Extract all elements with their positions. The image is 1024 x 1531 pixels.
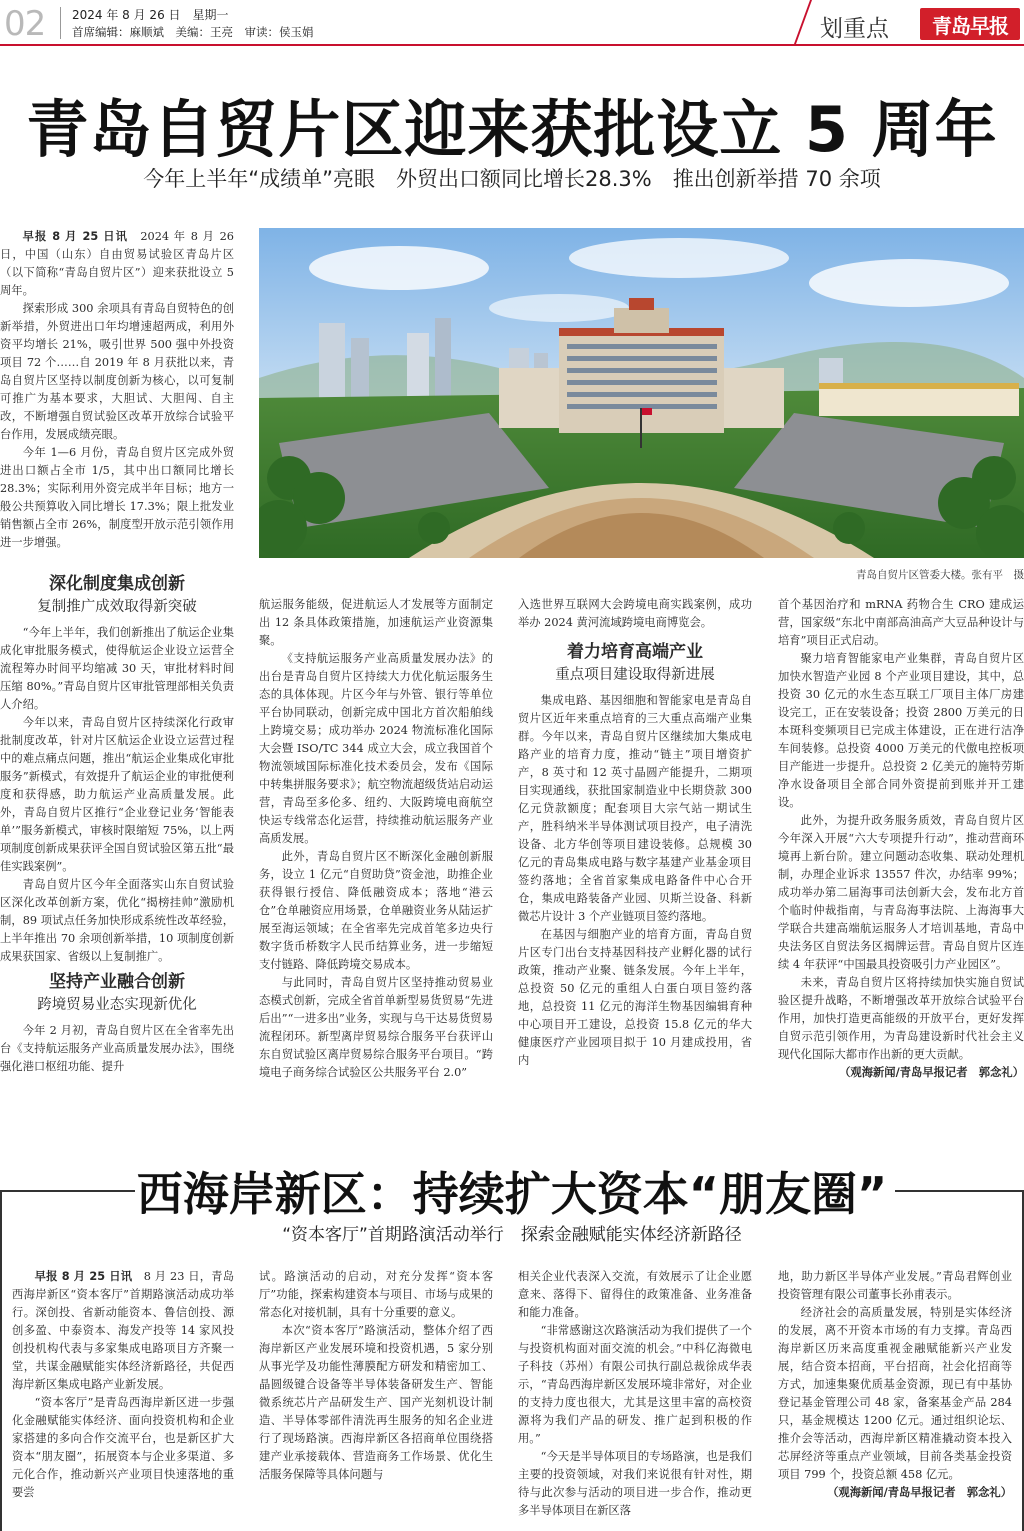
paragraph: 在基因与细胞产业的培育方面，青岛自贸片区专门出台支持基因科技产业孵化器的试行政策，推动产业聚、链条发展。今年上半年，总投资 50 亿元的重组人白蛋白项目签约落地，总投资 11 亿元的海洋生物基因编辑育种中心项目开工建设，总投资 15.8 亿元的华大健康医疗产业园项目拟于 10 月建成投用，省内 [518, 928, 752, 1067]
article1-col1: 早报 8 月 25 日讯 2024 年 8 月 26 日，中国（山东）自由贸易试验区青岛片区（以下简称“青岛自贸片区”）迎来获批设立 5 周年。 探索形成 300 余项具有青岛自贸特色的创新举措，外贸进出口年均增速超两成，利用外资平均增长 21%，吸引世界 500 强中外投资项目 72 个……自 2019 年 8 月获批以来，青岛自贸片区坚持以制度创新为核心，以可复制可推广为基本要求，大胆试、大胆闯、自主改，不断增强自贸试验区改革开放综合试验平台作用，发展成绩亮眼。 今年 1—6 月份，青岛自贸片区完成外贸进出口额占全市 1/5，其中出口额同比增长 28.3%；实际利用外资完成半年目标；地方一般公共预算收入同比增长 17.3%；限上批发业销售额占全市 26%，制度型开放示范引领作用进一步增强。 [0, 228, 234, 552]
paragraph: 航运服务能级，促进航运人才发展等方面制定出 12 条具体政策措施，加速航运产业资源集聚。 [259, 598, 493, 647]
header-divider [60, 7, 61, 39]
main-subheadline: 今年上半年“成绩单”亮眼 外贸出口额同比增长28.3% 推出创新举措 70 余项 [143, 167, 881, 191]
article2-col3 [518, 1268, 752, 1520]
paragraph: 地，助力新区半导体产业发展。”青岛君辉创业投资管理有限公司董事长孙甫表示。 [778, 1270, 1012, 1301]
article1-col1-lower [0, 572, 234, 1076]
paragraph: 《支持航运服务产业高质量发展办法》的出台是青岛自贸片区持续大力优化航运服务生态的具体体现。片区今年与外管、银行等单位平台协同联动，创新完成中国北方首次船舶线上跨境交易；成功举办 2024 物流标准化国际大会暨 ISO/TC 344 成立大会，成立我国首个物流领域国际标准化技术委员会，发布《国际中转集拼服务要求》；航空物流超级货站启动运营，青岛至多伦多、纽约、大阪跨境电商航空快运专线常态化运营，持续推动航运服务产业高质发展。 [259, 652, 493, 845]
paragraph: 此外，为提升政务服务质效，青岛自贸片区今年深入开展“六大专项提升行动”，推动营商环境再上新台阶。建立问题动态收集、联动处理机制，办理企业诉求 13557 件次，办结率 99%；成功举办第二届海事司法创新大会，发布北方首个临时仲裁指南，与青岛海事法院、上海海事大学联合共建高端航运服务人才培训基地，青岛中央法务区自贸法务区揭牌运营。青岛自贸片区连续 4 年获评“中国最具投资吸引力产业园区”。 [778, 814, 1024, 971]
article2-col4 [778, 1268, 1012, 1502]
article2-col2 [259, 1268, 493, 1484]
section-name: 划重点 [820, 16, 889, 42]
paragraph: 与此同时，青岛自贸片区坚持推动贸易业态模式创新，完成全省首单新型易货贸易“先进后出”“一进多出”业务，实现与乌干达易货贸易流程闭环。新型离岸贸易综合服务平台获评山东自贸试验区离岸贸易综合服务平台项目。“跨境电子商务综合试验区公共服务平台 2.0” [259, 976, 493, 1079]
hq-building-photo [259, 228, 1024, 558]
paragraph: 探索形成 300 余项具有青岛自贸特色的创新举措，外贸进出口年均增速超两成，利用外资平均增长 21%，吸引世界 500 强中外投资项目 72 个……自 2019 年 8 月获批以来，青岛自贸片区坚持以制度创新为核心，以可复制可推广为基本要求，大胆试、大胆闯、自主改，不断增强自贸试验区改革开放综合试验平台作用，发展成绩亮眼。 [0, 302, 234, 441]
main-headline: 青岛自贸片区迎来获批设立 5 周年 [26, 93, 998, 166]
paragraph: 聚力培育智能家电产业集群，青岛自贸片区加快水智造产业园 8 个产业项目建设，其中，总投资 30 亿元的水生态互联工厂项目主体厂房建设完工，正在安装设备；投资 2800 万美元的日本斑科变频项目已完成主体建设，正在进行洁净车间装修。总投资 4000 万美元的代傲电控板项目产能进一步提升。总投资 2 亿美元的施特劳斯净水设备项目全部合同外资提前到账并开工建设。 [778, 652, 1024, 809]
second-headline: 西海岸新区：持续扩大资本“朋友圈” [136, 1167, 888, 1221]
article2-col1: 早报 8 月 25 日讯 8 月 23 日，青岛西海岸新区“资本客厅”首期路演活动成功举行。深创投、省新动能资本、鲁信创投、源创多盈、中泰资本、海发产投等 14 家风投创投机构代表与多家集成电路项目方齐聚一堂，共谋金融赋能实体经济新路径，共促西海岸新区集成电路产业新发展。 “资本客厅”是青岛西海岸新区进一步强化金融赋能实体经济、面向投资机构和企业家搭建的多向合作交流平台，也是新区扩大资本“朋友圈”，拓展资本与企业多渠道、多元化合作，推动新兴产业项目快速落地的重要尝 [12, 1268, 234, 1502]
paragraph: “今天是半导体项目的专场路演，也是我们主要的投资领域，对我们来说很有针对性，期待与此次参与活动的项目进一步合作，推动更多半导体项目在新区落 [518, 1450, 752, 1517]
paragraph: “今年上半年，我们创新推出了航运企业集成化审批服务模式，使得航运企业设立运营全流程筹办时间平均缩减 30 天，审批材料时间压缩 80%。”青岛自贸片区审批管理部相关负责人介绍。 [0, 626, 234, 711]
paragraph: 相关企业代表深入交流，有效展示了让企业愿意来、落得下、留得住的政策准备、业务准备和能力准备。 [518, 1270, 752, 1319]
paragraph: 经济社会的高质量发展，特别是实体经济的发展，离不开资本市场的有力支撑。青岛西海岸新区历来高度重视金融赋能新兴产业发展，结合资本招商，平台招商，社会化招商等方式，加速集聚优质基金资源，现已有中基协登记基金管理公司 48 家，备案基金产品 284 只，基金规模达 1200 亿元。通过组织论坛、推介会等活动，西海岸新区精准撬动资本投入芯屏经济等重点产业领域，目前各类基金投资项目 799 个，投资总额 458 亿元。 [778, 1306, 1012, 1481]
issue-date: 2024 年 8 月 26 日 星期一 [72, 8, 229, 22]
paragraph: 今年 2 月初，青岛自贸片区在全省率先出台《支持航运服务产业高质量发展办法》，围绕强化港口枢纽功能、提升 [0, 1024, 234, 1073]
byline: （观海新闻/青岛早报记者 郭念礼） [827, 1486, 1012, 1499]
paragraph: 入选世界互联网大会跨境电商实践案例，成功举办 2024 黄河流域跨境电商博览会。 [518, 598, 752, 629]
paragraph: 今年以来，青岛自贸片区持续深化行政审批制度改革，针对片区航运企业设立运营过程中的难点痛点问题，推出“航运企业集成化审批服务”新模式，有效提升了航运企业的审批便利度和获得感，助力航运产业高质量发展。此外，青岛自贸片区推行“企业登记业务‘智能表单’”服务新模式，审核时限缩短 75%，以上两项制度创新成果获评全国自贸试验区第五批“最佳实践案例”。 [0, 716, 234, 873]
paragraph: 今年 1—6 月份，青岛自贸片区完成外贸进出口额占全市 1/5，其中出口额同比增长 28.3%；实际利用外资完成半年目标；地方一般公共预算收入同比增长 17.3%；限上批发业销售额占全市 26%，制度型开放示范引领作用进一步增强。 [0, 446, 234, 549]
article1-col4 [778, 596, 1024, 1082]
subsection-title: 着力培育高端产业 重点项目建设取得新进展 [555, 642, 715, 683]
header-rule [0, 44, 1024, 46]
brand-logo: 青岛早报 [920, 8, 1020, 40]
paragraph: 本次“资本客厅”路演活动，整体介绍了西海岸新区产业发展环境和投资机遇，5 家分别从事光学及功能性薄膜配方研发和精密加工、晶圆级键合设备等半导体装备研发生产、智能微系统芯片产品研发生产、国产光刻机设计制造、半导体零部件清洗再生服务的知名企业进行了现场路演。西海岸新区各招商单位围绕搭建产业承接载体、营造商务工作场景、优化生活服务保障等具体问题与 [259, 1324, 493, 1481]
page-number: 02 [4, 4, 46, 44]
second-subheadline: “资本客厅”首期路演活动举行 探索金融赋能实体经济新路径 [282, 1225, 742, 1245]
paragraph: 未来，青岛自贸片区将持续加快实施自贸试验区提升战略，不断增强改革开放综合试验平台作用，加快打造更高能级的开放平台，更好发挥自贸示范引领作用，为青岛建设新时代社会主义现代化国际大都市作出新的更大贡献。 [778, 976, 1024, 1061]
paragraph: “非常感谢这次路演活动为我们提供了一个与投资机构面对面交流的机会。”中科亿海微电子科技（苏州）有限公司执行副总裁徐成华表示，“青岛西海岸新区发展环境非常好，对企业的支持力度也很大，尤其是这里丰富的高校资源将为我们产品的研发、推广起到积极的作用。” [518, 1324, 752, 1445]
paragraph: 试。路演活动的启动，对充分发挥“资本客厅”功能，探索构建资本与项目、市场与成果的常态化对接机制，具有十分重要的意义。 [259, 1270, 493, 1319]
dateline: 早报 8 月 25 日讯 [34, 1270, 133, 1283]
byline: （观海新闻/青岛早报记者 郭念礼） [839, 1066, 1024, 1079]
article1-col2 [259, 596, 493, 1082]
paragraph: 此外，青岛自贸片区不断深化金融创新服务，设立 1 亿元“自贸助贷”资金池，助推企业获得银行授信、降低融资成本；落地“港云仓”仓单融资应用场景，仓单融资业务从陆运扩展至海运领域；在全省率先完成首笔多边央行数字货币桥数字人民币结算业务，进一步缩短支付链路、降低跨境交易成本。 [259, 850, 493, 971]
paragraph: 首个基因治疗和 mRNA 药物合生 CRO 建成运营，国家级“东北中南部高油高产大豆品种设计与培育”项目正式启动。 [778, 598, 1024, 647]
article1-col3 [518, 596, 752, 1070]
header-slash [794, 0, 812, 44]
paragraph: 青岛自贸片区今年全面落实山东自贸试验区深化改革创新方案，优化“揭榜挂帅”激励机制，89 项试点任务加快形成系统性改革经验，上半年推出 70 余项创新举措，10 项制度创新成果获国家、省级以上复制推广。 [0, 878, 234, 963]
subsection-title: 坚持产业融合创新 跨境贸易业态实现新优化 [37, 972, 197, 1013]
editor-credits: 首席编辑：麻顺斌 美编：王亮 审读：侯玉娟 [72, 25, 314, 39]
paragraph: 集成电路、基因细胞和智能家电是青岛自贸片区近年来重点培育的三大重点高端产业集群。今年以来，青岛自贸片区继续加大集成电路产业的培育力度，推动“链主”项目增资扩产，8 英寸和 12 英寸晶圆产能提升，二期项目实现通线，获批国家制造业中长期贷款 300 亿元贷款额度；配套项目大宗气站一期试生产，胜科纳米半导体测试项目投产，电子清洗设备、北方华创等项目建设装修。总规模 30 亿元的青岛集成电路与数字基建产业基金项目签约落地；全省首家集成电路备件中心合开仓，集成电路装备产业园、贝斯兰设备、科新微芯片设计 3 个产业链项目签约落地。 [518, 694, 752, 923]
dateline: 早报 8 月 25 日讯 [22, 230, 128, 243]
paragraph: “资本客厅”是青岛西海岸新区进一步强化金融赋能实体经济、面向投资机构和企业家搭建的多向合作交流平台，也是新区扩大资本“朋友圈”，拓展资本与企业多渠道、多元化合作，推动新兴产业项目快速落地的重要尝 [12, 1396, 234, 1499]
page-header [0, 0, 1024, 45]
photo-caption: 青岛自贸片区管委大楼。张有平 摄 [856, 569, 1024, 581]
subsection-title: 深化制度集成创新 复制推广成效取得新突破 [37, 574, 197, 615]
